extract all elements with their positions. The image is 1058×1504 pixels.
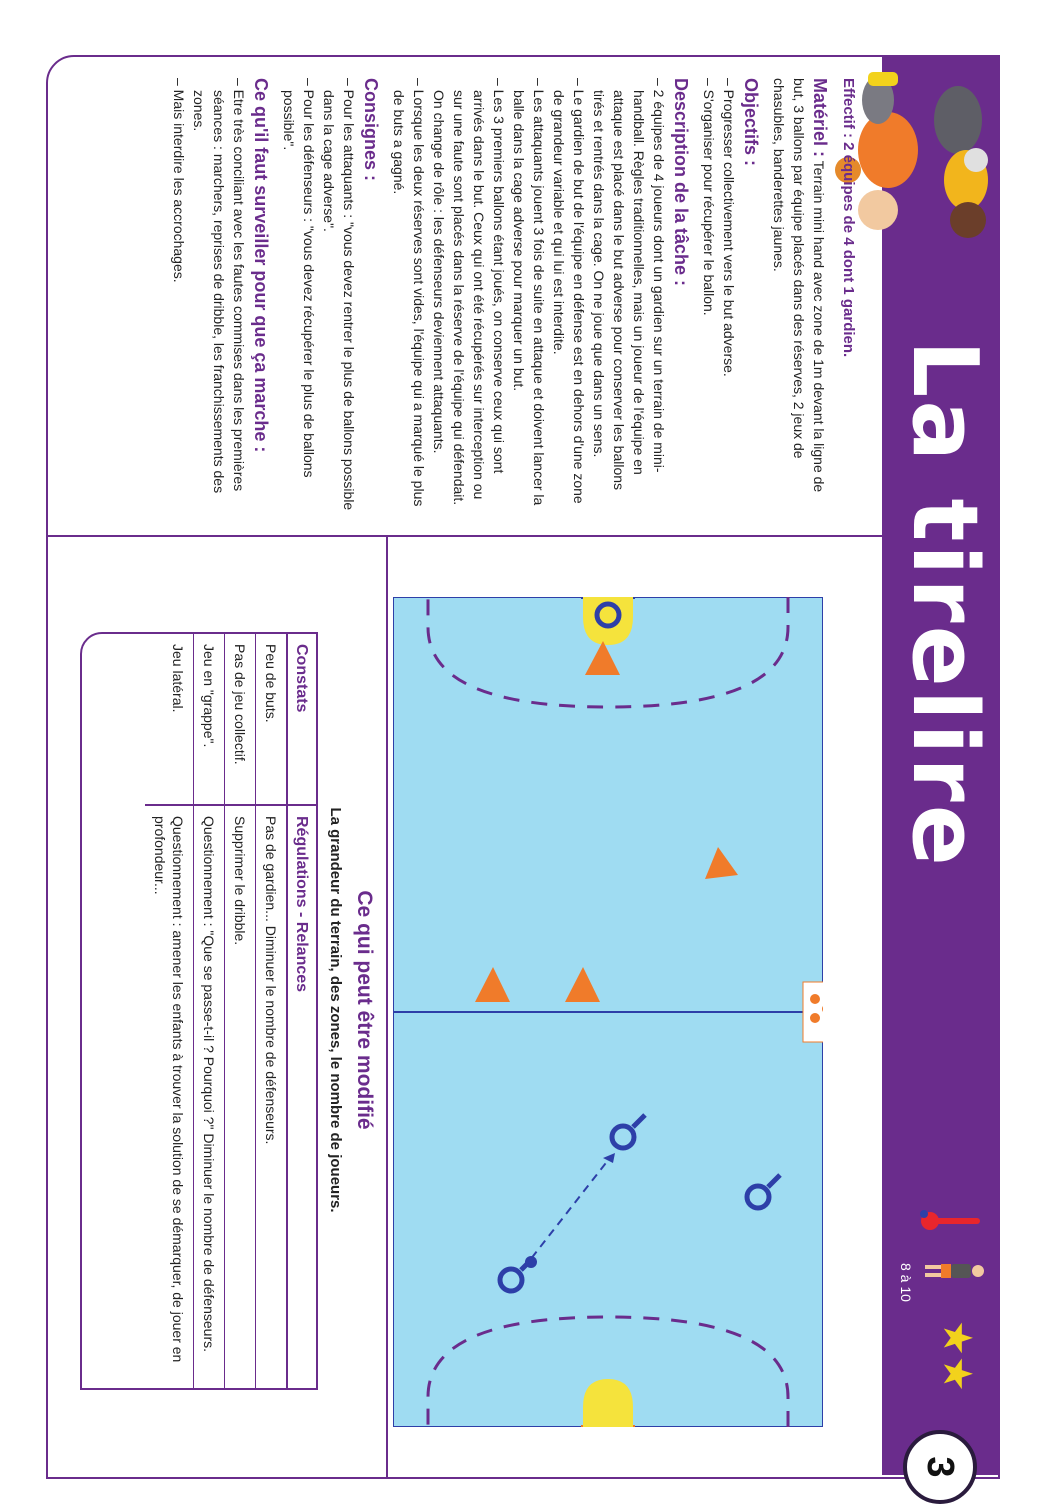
objectifs-heading: Objectifs : — [741, 78, 761, 167]
column-divider — [48, 535, 882, 537]
star-icon: ★★ — [935, 1320, 979, 1392]
constat-cell: Jeu latéral. — [145, 634, 194, 805]
materiel-text: Terrain mini hand avec zone de 1m devant la ligne de but, 3 ballons par équipe placés dans des réserves, 2 jeux de chasubles, banderettes jaunes. — [771, 78, 827, 493]
player-icon — [920, 1255, 986, 1287]
regulations-header: Régulations - Relances — [287, 805, 316, 1388]
list-item: – Mais interdire les accrochages. — [171, 78, 187, 283]
table-row — [225, 634, 256, 1388]
orange-reserve — [803, 982, 823, 1042]
regulations-table-grid — [145, 634, 316, 1388]
materiel-label: Matériel : — [810, 78, 830, 158]
regulation-cell: Pas de gardien... Diminuer le nombre de défenseurs. — [256, 805, 288, 1388]
regulation-cell: Supprimer le dribble. — [225, 805, 256, 1388]
modifie-subtitle: La grandeur du terrain, des zones, le nombre de joueurs. — [327, 807, 344, 1213]
constats-header: Constats — [287, 634, 316, 805]
court-diagram — [393, 597, 823, 1427]
materiel — [769, 78, 830, 518]
consignes-heading: Consignes : — [361, 78, 381, 182]
list-item: – S'organiser pour récupérer le ballon. — [701, 78, 717, 316]
list-item: – 2 équipes de 4 joueurs dont un gardien sur un terrain de mini-handball. Règles traditionnelles, mais un joueur de l'équipe en attaque est placé dans le but adverse pour conserver les ballons tirés et rentrés dans la cage. On ne joue que dans un sens. — [591, 78, 667, 491]
surveiller-list — [169, 78, 249, 518]
consignes-list — [279, 78, 359, 518]
section-divider — [386, 537, 388, 1477]
list-item: – Lorsque les deux réserves sont vides, l'équipe qui a marqué le plus de buts a gagné. — [391, 78, 427, 507]
table-header-row — [287, 634, 316, 1388]
table-row — [256, 634, 288, 1388]
table-row — [194, 634, 225, 1388]
list-item: – Les attaquants jouent 3 fois de suite en attaque et doivent lancer la balle dans la cage adverse pour marquer un but. — [511, 78, 547, 506]
task-description — [169, 78, 858, 518]
constat-cell: Pas de jeu collectif. — [225, 634, 256, 805]
title-banner — [882, 55, 1000, 1478]
right-goal — [583, 1379, 633, 1427]
description-heading: Description de la tâche : — [671, 78, 691, 287]
page-number: 3 — [903, 1430, 977, 1504]
constat-cell: Peu de buts. — [256, 634, 288, 805]
regulation-cell: Questionnement : amener les enfants à trouver la solution de se démarquer, de jouer en profondeur... — [152, 816, 186, 1363]
list-item: – Pour les attaquants : "vous devez rentrer le plus de ballons possible dans la cage adverse". — [321, 78, 357, 511]
list-item: – Pour les défenseurs : "vous devez récupérer le plus de ballons possible". — [281, 78, 317, 478]
ball — [525, 1256, 537, 1268]
objectifs-list — [699, 78, 739, 518]
list-item: – Etre très conciliant avec les fautes commises dans les premières séances : marchers, reprises de dribble, les franchissements des zones. — [191, 78, 247, 494]
modifie-title: Ce qui peut être modifié — [353, 890, 376, 1130]
constat-cell: Jeu en "grappe". — [194, 634, 225, 805]
description-list — [389, 78, 669, 518]
list-item: – Les 3 premiers ballons étant joués, on conserve ceux qui sont arrivés dans le but. Ceux qui ont été récupérés sur interception ou sur une faute sont placés dans la réserve de l'équipe qui défendait. On change de rôle : les défenseurs deviennent attaquants. — [431, 78, 507, 506]
surveiller-heading: Ce qu'il faut surveiller pour que ça marche : — [251, 78, 271, 453]
thermometer-icon — [918, 1210, 982, 1232]
regulations-table — [80, 632, 318, 1390]
table-row — [145, 634, 194, 1388]
effectif: Effectif : 2 équipes de 4 dont 1 gardien. — [840, 78, 857, 358]
age-range: 8 à 10 — [898, 1263, 914, 1302]
page-title: La tirelire — [892, 340, 997, 869]
list-item: – Le gardien de but de l'équipe en défense est en dehors d'une zone de grandeur variable et qui lui est interdite. — [551, 78, 587, 504]
list-item: – Progresser collectivement vers le but adverse. — [721, 78, 737, 377]
regulation-cell: Questionnement : "Que se passe-t-il ? Pourquoi ?" Diminuer le nombre de défenseurs. — [194, 805, 225, 1388]
